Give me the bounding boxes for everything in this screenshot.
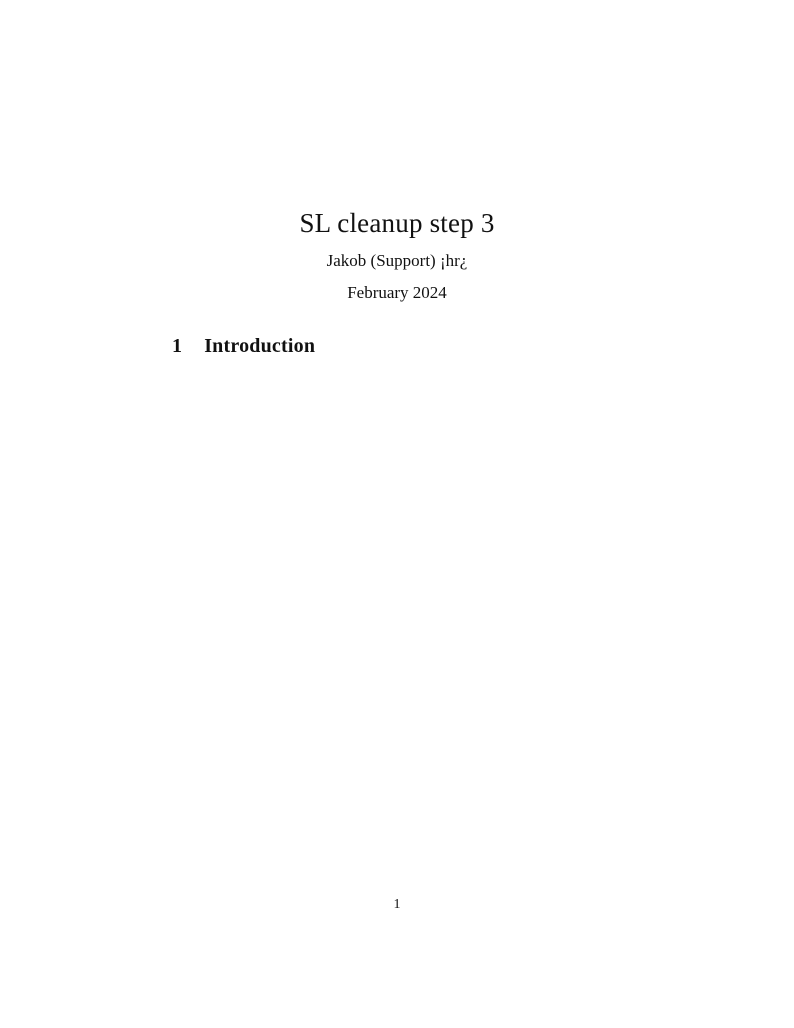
section-number: 1 bbox=[172, 335, 183, 357]
section-heading bbox=[172, 335, 315, 358]
section-title: Introduction bbox=[204, 335, 316, 357]
document-date: February 2024 bbox=[347, 283, 447, 302]
page-number: 1 bbox=[393, 897, 401, 912]
document-author: Jakob (Support) ¡hr¿ bbox=[326, 251, 468, 270]
document-title: SL cleanup step 3 bbox=[299, 208, 495, 238]
